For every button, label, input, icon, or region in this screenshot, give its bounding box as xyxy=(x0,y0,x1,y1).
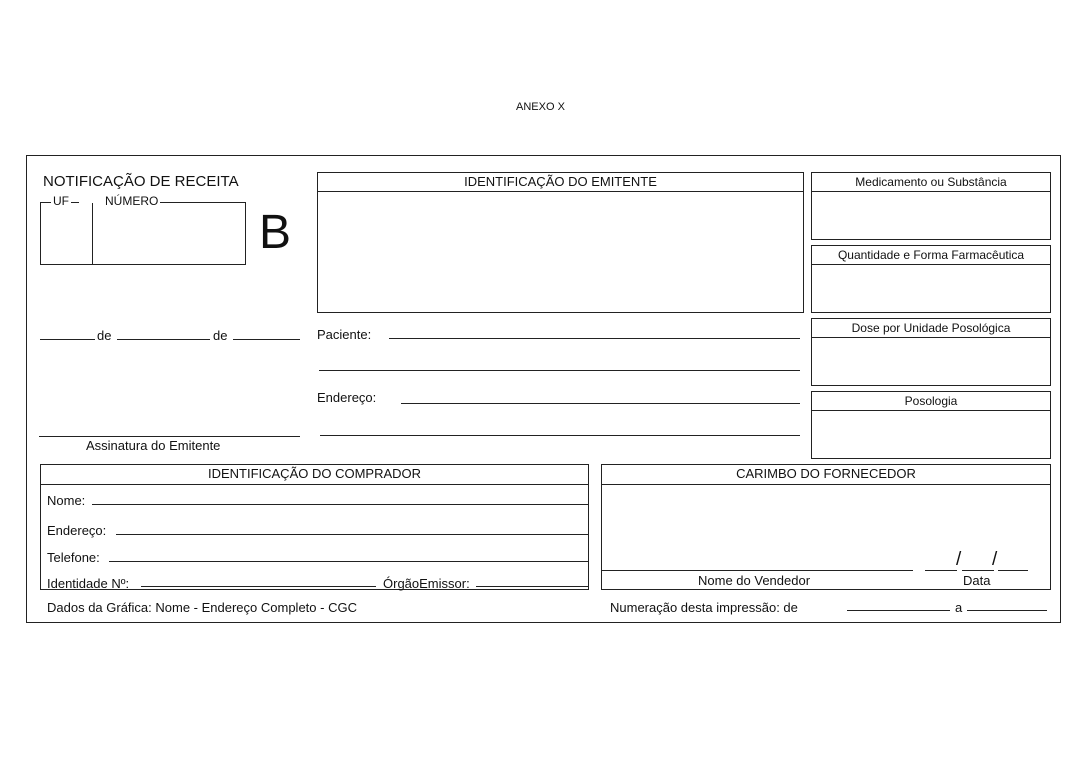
grafica-info: Dados da Gráfica: Nome - Endereço Completo - CGC xyxy=(47,600,357,615)
comprador-header: IDENTIFICAÇÃO DO COMPRADOR xyxy=(41,465,588,485)
signature-label: Assinatura do Emitente xyxy=(86,438,221,453)
numeracao-a-label: a xyxy=(955,600,963,615)
vendedor-label: Nome do Vendedor xyxy=(698,573,811,588)
date-de-1: de xyxy=(97,328,112,343)
dose-box[interactable] xyxy=(811,318,1051,386)
posologia-header: Posologia xyxy=(812,392,1050,411)
data-label: Data xyxy=(963,573,991,588)
medicamento-header: Medicamento ou Substância xyxy=(812,173,1050,192)
orgao-label: ÓrgãoEmissor: xyxy=(383,576,470,591)
paciente-line-2[interactable] xyxy=(319,370,800,371)
quantidade-box[interactable] xyxy=(811,245,1051,313)
date-year-line[interactable] xyxy=(233,339,300,340)
fornecedor-header: CARIMBO DO FORNECEDOR xyxy=(602,465,1050,485)
uf-label: UF xyxy=(53,194,69,208)
nome-line[interactable] xyxy=(92,504,588,505)
identidade-label: Identidade Nº: xyxy=(47,576,130,591)
identidade-line[interactable] xyxy=(141,586,376,587)
uf-gap xyxy=(79,202,103,203)
endereco-line-2[interactable] xyxy=(320,435,800,436)
dose-header: Dose por Unidade Posológica xyxy=(812,319,1050,338)
numero-label: NÚMERO xyxy=(105,194,159,208)
emitente-box[interactable] xyxy=(317,172,804,313)
data-slash-1: / xyxy=(956,549,962,570)
data-slash-2: / xyxy=(992,549,998,570)
vendedor-line[interactable] xyxy=(602,570,913,571)
data-month-line[interactable] xyxy=(962,570,994,571)
uf-numero-box xyxy=(40,202,246,265)
comprador-box xyxy=(40,464,589,590)
data-year-line[interactable] xyxy=(998,570,1028,571)
comprador-endereco-label: Endereço: xyxy=(47,523,107,538)
uf-numero-divider xyxy=(92,202,93,265)
nome-label: Nome: xyxy=(47,493,86,508)
comprador-endereco-line[interactable] xyxy=(116,534,588,535)
data-day-line[interactable] xyxy=(925,570,957,571)
date-de-2: de xyxy=(213,328,228,343)
endereco-label: Endereço: xyxy=(317,390,377,405)
posologia-box[interactable] xyxy=(811,391,1051,459)
paciente-line[interactable] xyxy=(389,338,800,339)
medicamento-box[interactable] xyxy=(811,172,1051,240)
date-day-line[interactable] xyxy=(40,339,95,340)
numeracao-label: Numeração desta impressão: de xyxy=(610,600,798,615)
telefone-label: Telefone: xyxy=(47,550,100,565)
endereco-line[interactable] xyxy=(401,403,800,404)
numeracao-a-line[interactable] xyxy=(967,610,1047,611)
emitente-header: IDENTIFICAÇÃO DO EMITENTE xyxy=(318,173,803,192)
paciente-label: Paciente: xyxy=(317,327,372,342)
orgao-line[interactable] xyxy=(476,586,588,587)
form-title: NOTIFICAÇÃO DE RECEITA xyxy=(43,173,239,190)
type-letter: B xyxy=(259,206,292,259)
signature-line[interactable] xyxy=(39,436,300,437)
annex-title: ANEXO X xyxy=(516,101,565,113)
date-month-line[interactable] xyxy=(117,339,210,340)
quantidade-header: Quantidade e Forma Farmacêutica xyxy=(812,246,1050,265)
fornecedor-box[interactable] xyxy=(601,464,1051,590)
numeracao-de-line[interactable] xyxy=(847,610,950,611)
telefone-line[interactable] xyxy=(109,561,588,562)
